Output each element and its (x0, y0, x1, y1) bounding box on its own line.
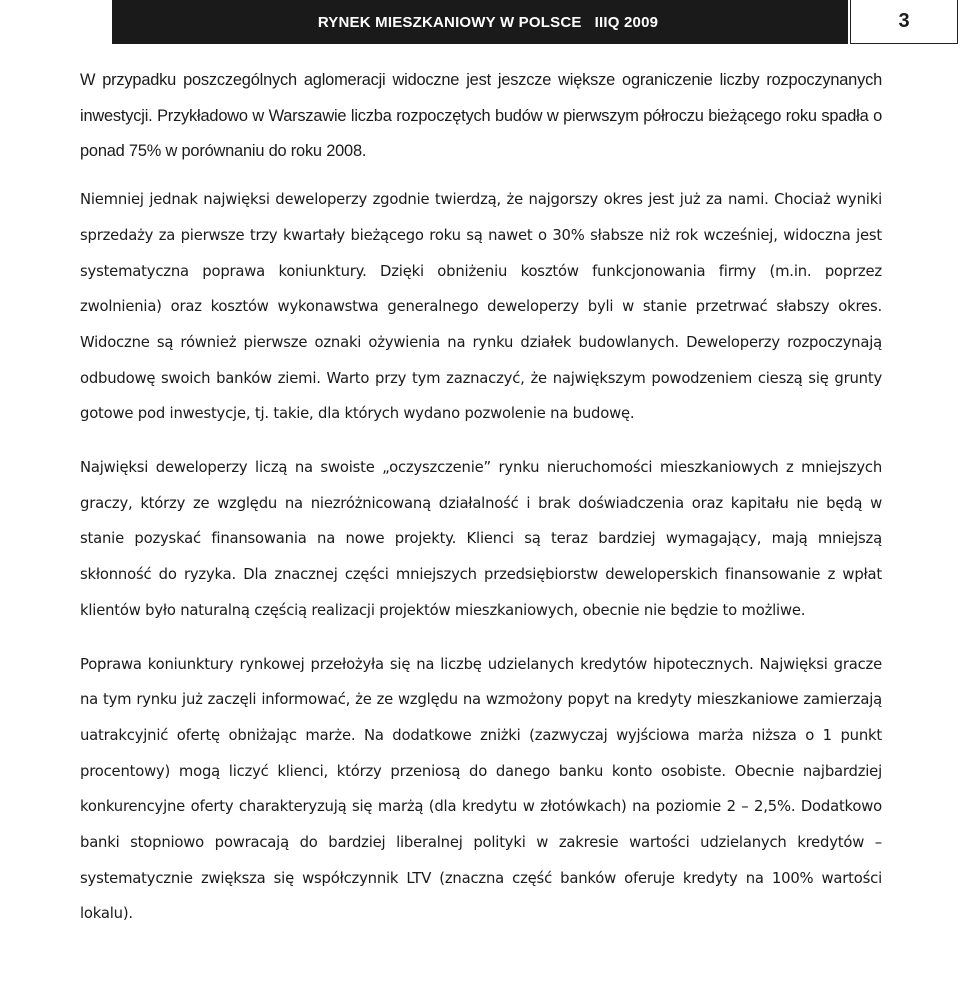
paragraph-2: Niemniej jednak najwięksi deweloperzy zgodnie twierdzą, że najgorszy okres jest już za nami. Chociaż wyniki sprzedaży za pierwsze trzy kwartały bieżącego roku są nawet o 30% słabsze niż rok wcześniej, widoczna jest systematyczna poprawa koniunktury. Dzięki obniżeniu kosztów funkcjonowania firmy (m.in. poprzez zwolnienia) oraz kosztów wykonawstwa generalnego deweloperzy byli w stanie przetrwać słabszy okres. Widoczne są również pierwsze oznaki ożywienia na rynku działek budowlanych. Deweloperzy rozpoczynają odbudowę swoich banków ziemi. Warto przy tym zaznaczyć, że największym powodzeniem cieszą się grunty gotowe pod inwestycje, tj. takie, dla których wydano pozwolenie na budowę. (80, 191, 882, 423)
paragraph-1: W przypadku poszczególnych aglomeracji widoczne jest jeszcze większe ograniczenie liczby rozpoczynanych inwestycji. Przykładowo w Warszawie liczba rozpoczętych budów w pierwszym półroczu bieżącego roku spadła o ponad 75% w porównaniu do roku 2008. (80, 71, 882, 161)
header-title: RYNEK MIESZKANIOWY W POLSCE IIIQ 2009 (317, 13, 659, 31)
page-number: 3 (898, 10, 910, 32)
paragraph-4: Poprawa koniunktury rynkowej przełożyła się na liczbę udzielanych kredytów hipotecznych. Najwięksi gracze na tym rynku już zaczęli informować, że ze względu na wzmożony popyt na kredyty mieszkaniowe zamierzają uatrakcyjnić ofertę obniżając marże. Na dodatkowe zniżki (zazwyczaj wyjściowa marża niższa o 1 punkt procentowy) mogą liczyć klienci, którzy przeniosą do danego banku konto osobiste. Obecnie najbardziej konkurencyjne oferty charakteryzują się marżą (dla kredytu w złotówkach) na poziomie 2 – 2,5%. Dodatkowo banki stopniowo powracają do bardziej liberalnej polityki w zakresie wartości udzielanych kredytów – systematycznie zwiększa się współczynnik LTV (znaczna część banków oferuje kredyty na 100% wartości lokalu). (80, 655, 882, 923)
document-body (80, 63, 882, 932)
paragraph-3: Najwięksi deweloperzy liczą na swoiste „oczyszczenie” rynku nieruchomości mieszkaniowych z mniejszych graczy, którzy ze względu na niezróżnicowaną działalność i brak doświadczenia oraz kapitału nie będą w stanie pozyskać finansowania na nowe projekty. Klienci są teraz bardziej wymagający, mają mniejszą skłonność do ryzyka. Dla znacznej części mniejszych przedsiębiorstw deweloperskich finansowanie z wpłat klientów było naturalną częścią realizacji projektów mieszkaniowych, obecnie nie będzie to możliwe. (80, 459, 882, 619)
page-header (112, 0, 848, 44)
page-number-box (850, 0, 958, 44)
